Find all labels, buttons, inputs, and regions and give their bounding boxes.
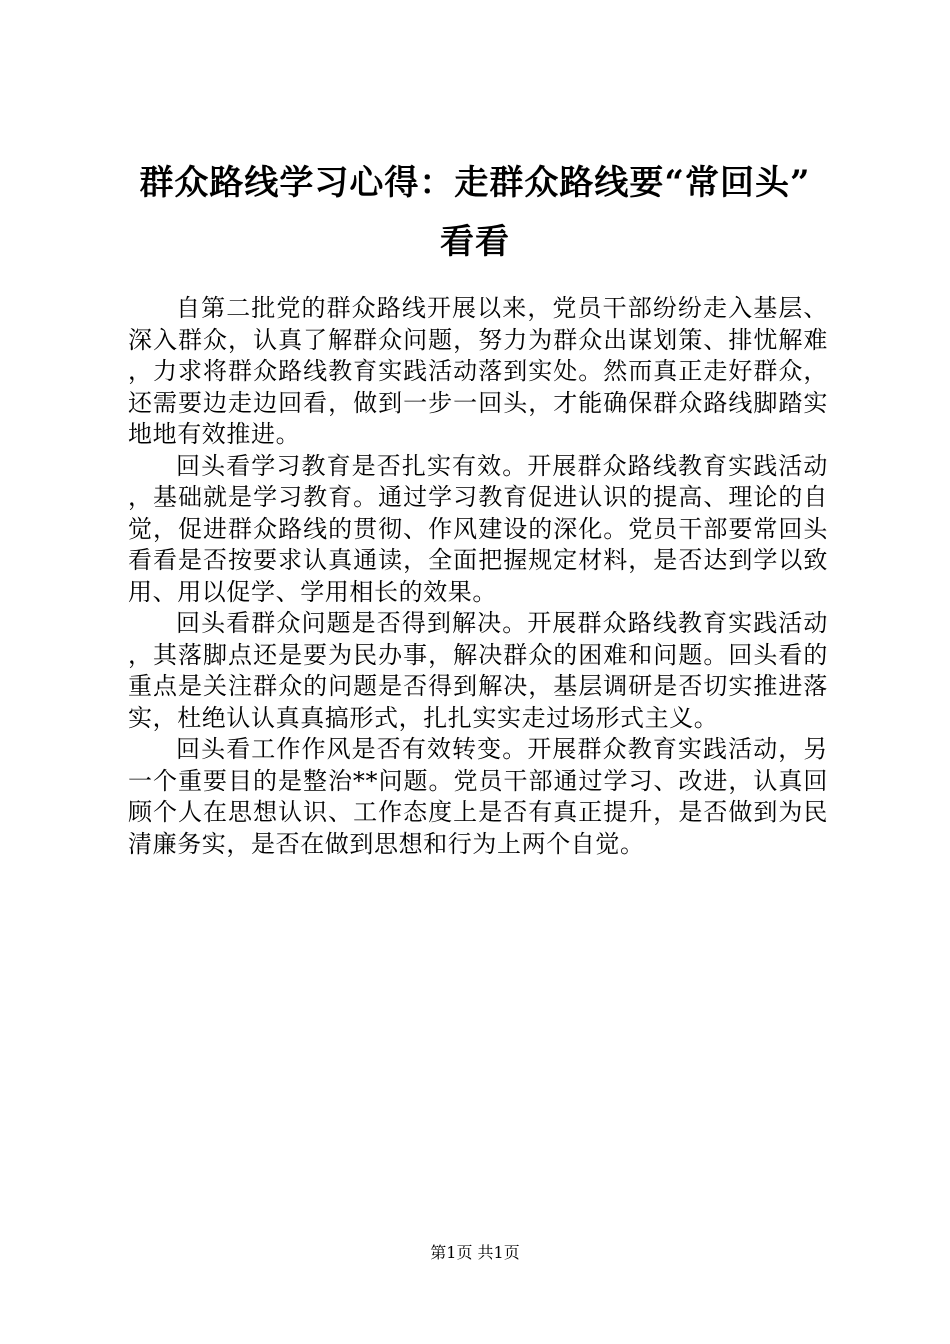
paragraph-2: 回头看学习教育是否扎实有效。开展群众路线教育实践活动，基础就是学习教育。通过学习教育促进认识的提高、理论的自觉，促进群众路线的贯彻、作风建设的深化。党员干部要常回头看看是否按要求认真通读，全面把握规定材料，是否达到学以致用、用以促学、学用相长的效果。 bbox=[128, 451, 828, 606]
document-body bbox=[128, 293, 828, 860]
paragraph-4: 回头看工作作风是否有效转变。开展群众教育实践活动，另一个重要目的是整治**问题。党员干部通过学习、改进，认真回顾个人在思想认识、工作态度上是否有真正提升，是否做到为民清廉务实，是否在做到思想和行为上两个自觉。 bbox=[128, 735, 828, 858]
paragraph-1: 自第二批党的群众路线开展以来，党员干部纷纷走入基层、深入群众，认真了解群众问题，努力为群众出谋划策、排忧解难，力求将群众路线教育实践活动落到实处。然而真正走好群众，还需要边走边回看，做到一步一回头，才能确保群众路线脚踏实地地有效推进。 bbox=[128, 294, 828, 448]
document-title-line-1: 群众路线学习心得：走群众路线要“常回头” bbox=[139, 163, 811, 203]
page-footer: 第1页 共1页 bbox=[430, 1243, 520, 1262]
paragraph-3: 回头看群众问题是否得到解决。开展群众路线教育实践活动，其落脚点还是要为民办事，解决群众的困难和问题。回头看的重点是关注群众的问题是否得到解决，基层调研是否切实推进落实，杜绝认认真真搞形式，扎扎实实走过场形式主义。 bbox=[128, 609, 828, 732]
document-title-line-2: 看看 bbox=[440, 222, 510, 262]
